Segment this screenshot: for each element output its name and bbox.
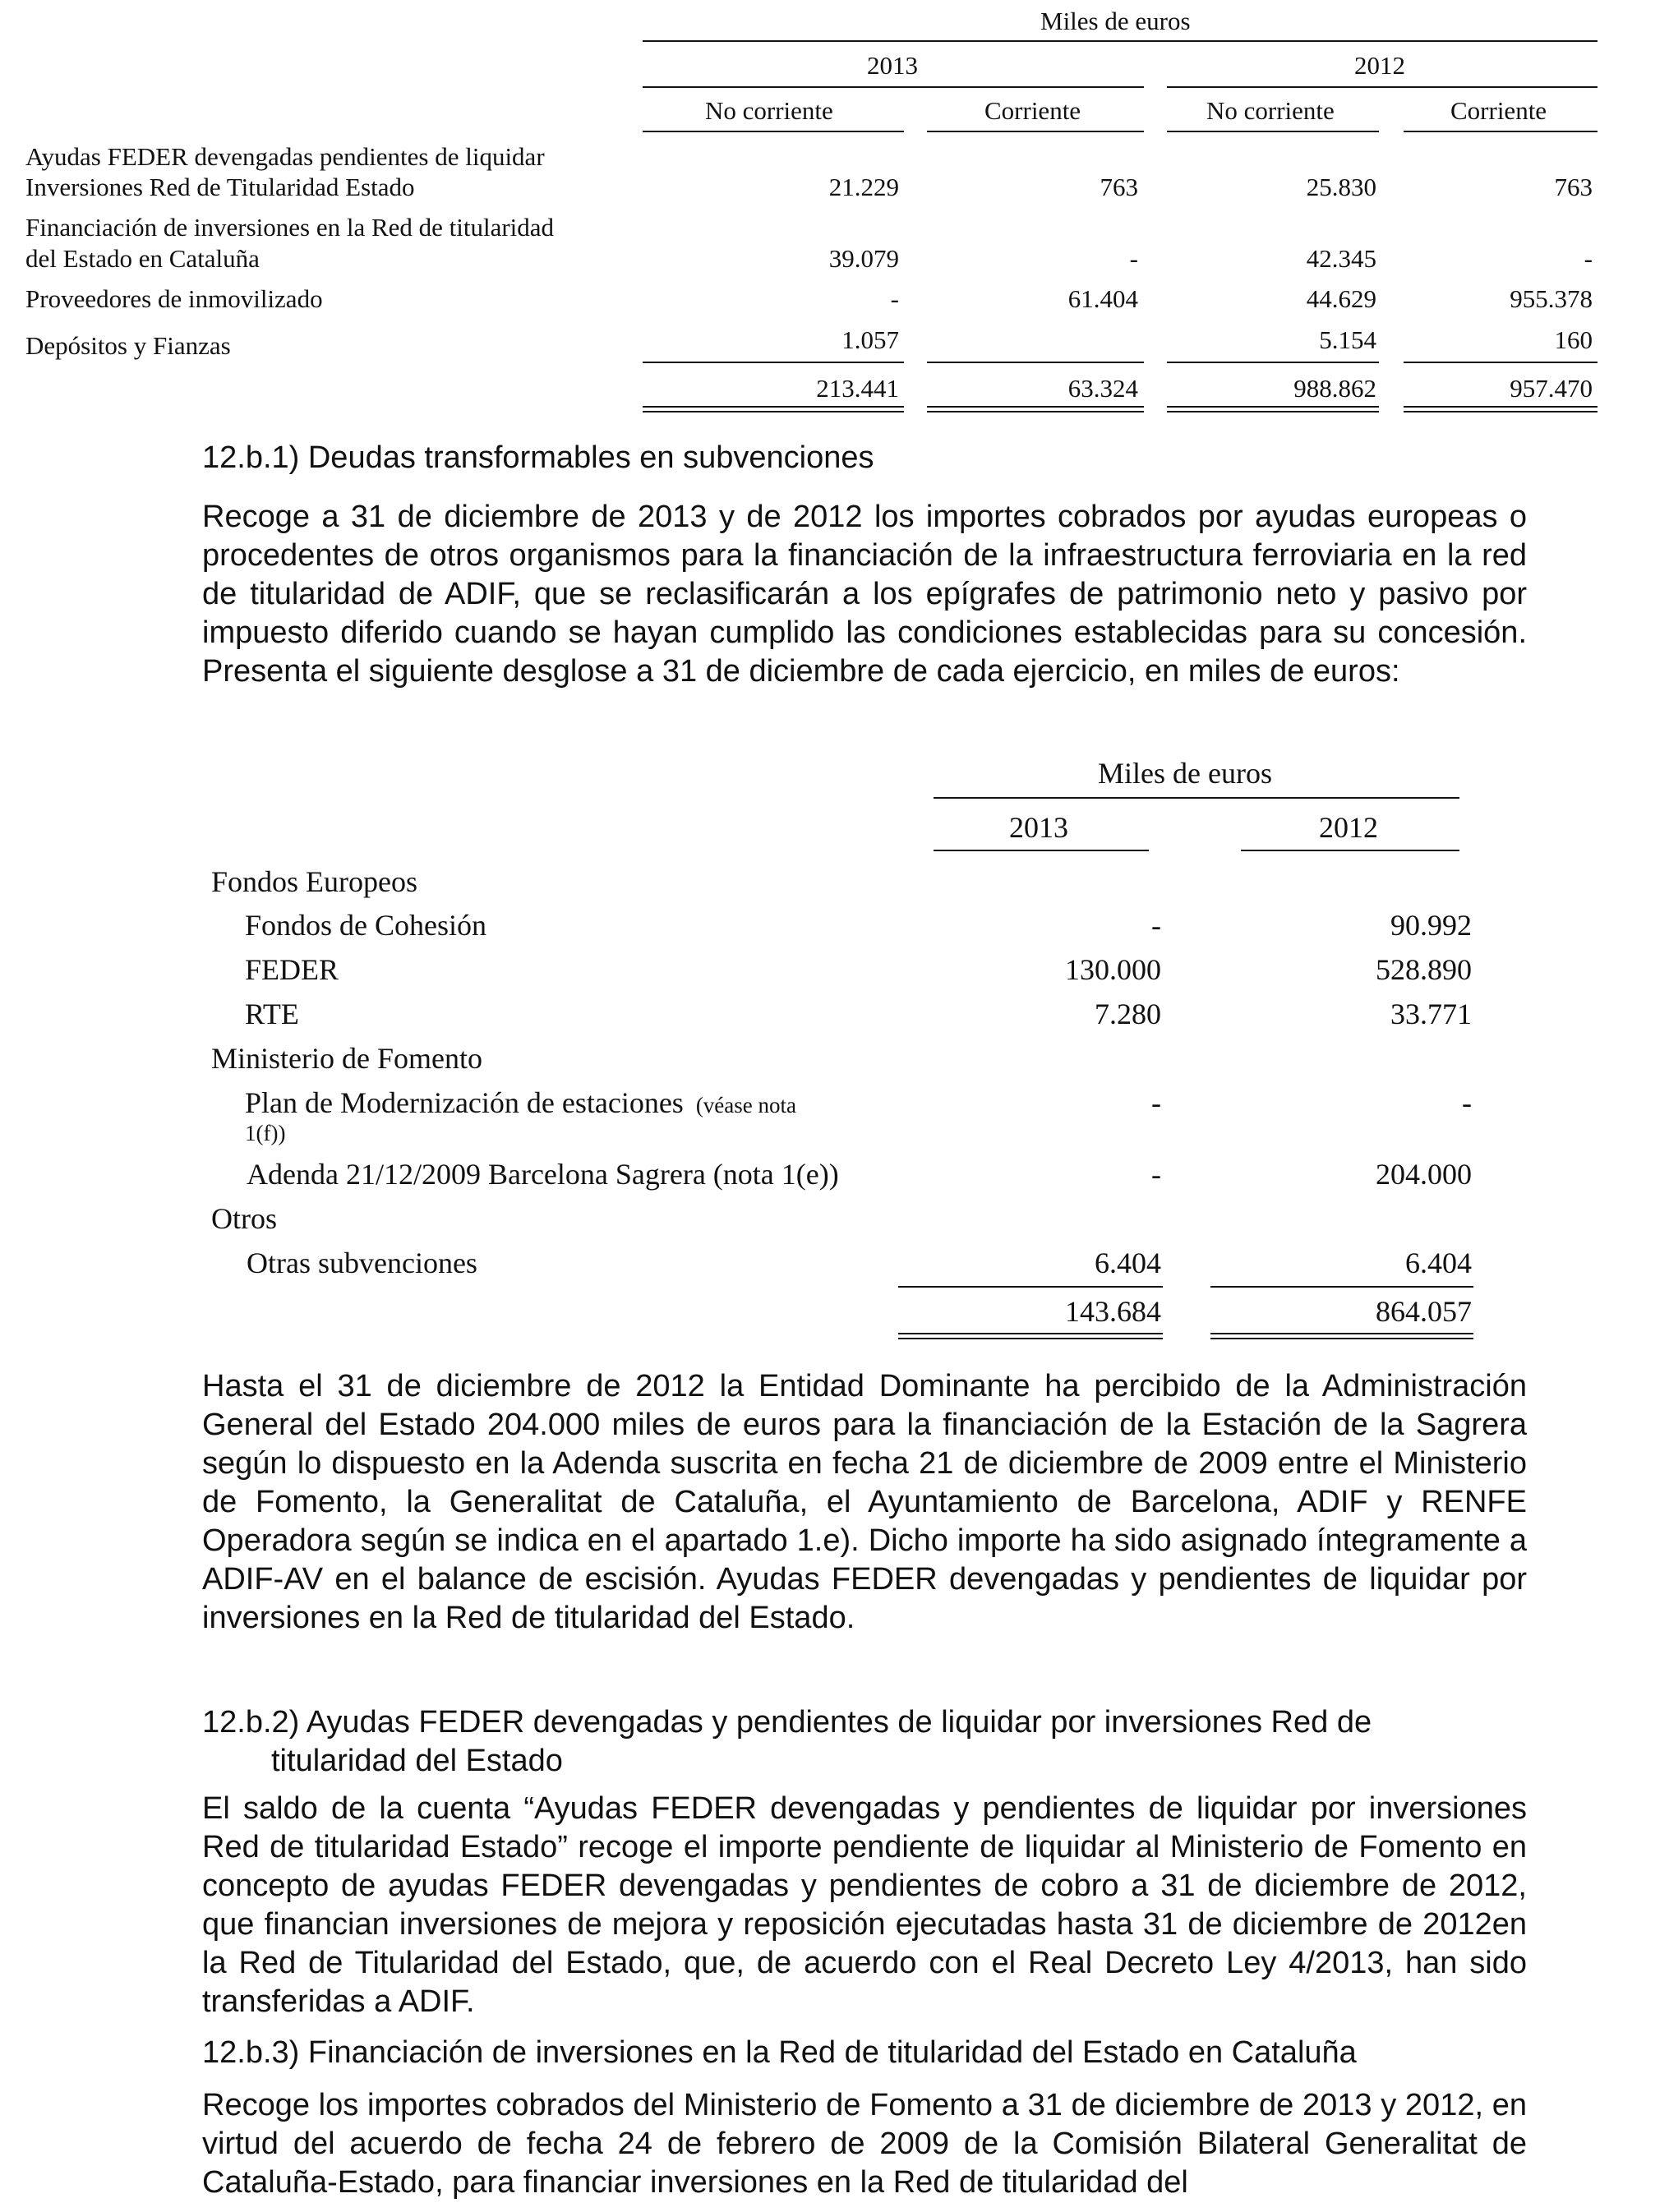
table1-unit-header: Miles de euros: [1040, 7, 1191, 35]
cell-value: 33.771: [1390, 998, 1472, 1030]
divider: [643, 362, 904, 363]
divider: [927, 131, 1144, 132]
cell-value: 763: [1554, 173, 1593, 201]
row-note: (véase nota: [695, 1093, 796, 1118]
cell-value: 61.404: [1067, 284, 1138, 313]
row-label: Fondos de Cohesión: [245, 909, 487, 942]
group-label: Otros: [211, 1202, 277, 1235]
cell-value: 25.830: [1306, 173, 1376, 201]
section-heading-12b1: 12.b.1) Deudas transformables en subvenciones: [202, 440, 874, 475]
double-underline: [1404, 406, 1598, 412]
double-underline: [1167, 406, 1379, 412]
cell-value: 528.890: [1376, 953, 1472, 986]
cell-value: 7.280: [1095, 998, 1161, 1030]
divider: [934, 850, 1149, 851]
cell-value: 6.404: [1095, 1247, 1161, 1279]
divider: [1404, 131, 1598, 132]
row-label: Otras subvenciones: [247, 1247, 477, 1279]
table2-year-2012: 2012: [1319, 811, 1378, 844]
cell-value: 204.000: [1376, 1158, 1472, 1191]
double-underline: [1210, 1333, 1473, 1339]
cell-value: 130.000: [1065, 953, 1161, 986]
total-value: 864.057: [1376, 1295, 1472, 1328]
row-label: Proveedores de inmovilizado: [25, 284, 323, 313]
cell-value: -: [1151, 909, 1161, 942]
row-label: RTE: [245, 998, 299, 1030]
row-label: [245, 1085, 796, 1120]
paragraph-12b3: Recoge los importes cobrados del Ministerio de Fomento a 31 de diciembre de 2013 y 2012, en virtud del acuerdo de fecha 24 de febrero de 2009 de la Comisión Bilateral Generalitat de Cataluña-Estado, para financiar inversiones en la Red de titularidad del: [202, 2088, 1527, 2200]
divider: [1167, 362, 1379, 363]
divider: [898, 1286, 1163, 1288]
cell-value: 763: [1100, 173, 1138, 201]
section-heading-12b2-line1: 12.b.2) Ayudas FEDER devengadas y pendientes de liquidar por inversiones Red de: [202, 1705, 1372, 1740]
row-label: Ayudas FEDER devengadas pendientes de liquidar: [25, 142, 545, 171]
cell-value: 21.229: [828, 173, 899, 201]
row-label: Financiación de inversiones en la Red de titularidad: [25, 213, 555, 242]
cell-value: 90.992: [1390, 909, 1472, 942]
cell-value: 5.154: [1319, 325, 1376, 354]
table1-year-2013: 2013: [867, 51, 918, 80]
cell-value: -: [1584, 244, 1593, 273]
cell-value: -: [1462, 1086, 1472, 1119]
table1-col-header: Corriente: [1450, 96, 1547, 125]
cell-value: 42.345: [1306, 244, 1376, 273]
divider: [1241, 850, 1459, 851]
group-label: Fondos Europeos: [211, 865, 417, 898]
row-label: Adenda 21/12/2009 Barcelona Sagrera (nota 1(e)): [247, 1158, 839, 1191]
total-value: 143.684: [1065, 1295, 1161, 1328]
cell-value: 6.404: [1405, 1247, 1472, 1279]
cell-value: -: [1129, 244, 1138, 273]
cell-value: 955.378: [1510, 284, 1593, 313]
row-label: FEDER: [245, 953, 339, 986]
section-heading-12b3: 12.b.3) Financiación de inversiones en la Red de titularidad del Estado en Cataluña: [202, 2035, 1357, 2070]
divider: [934, 797, 1459, 799]
divider: [1167, 86, 1598, 88]
divider: [643, 40, 1598, 42]
table2-unit-header: Miles de euros: [1098, 757, 1272, 790]
cell-value: -: [1151, 1158, 1161, 1191]
row-label: Depósitos y Fianzas: [25, 331, 231, 360]
row-label: del Estado en Cataluña: [25, 244, 260, 273]
total-value: 988.862: [1293, 374, 1376, 403]
row-label-text: Plan de Modernización de estaciones: [245, 1086, 684, 1119]
group-label: Ministerio de Fomento: [211, 1042, 482, 1075]
divider: [1167, 131, 1379, 132]
table1-year-2012: 2012: [1354, 51, 1405, 80]
divider: [1404, 362, 1598, 363]
divider: [643, 131, 904, 132]
divider: [927, 362, 1144, 363]
divider: [1210, 1286, 1473, 1288]
table1-col-header: No corriente: [705, 96, 833, 125]
total-value: 213.441: [816, 374, 899, 403]
row-note: 1(f)): [245, 1121, 286, 1145]
cell-value: -: [890, 284, 899, 313]
section-heading-12b2: [202, 1703, 1527, 1781]
cell-value: -: [1151, 1086, 1161, 1119]
table1-col-header: No corriente: [1206, 96, 1335, 125]
double-underline: [898, 1333, 1163, 1339]
cell-value: 160: [1554, 325, 1593, 354]
paragraph-12b1: Recoge a 31 de diciembre de 2013 y de 2012 los importes cobrados por ayudas europeas o procedentes de otros organismos para la financiación de la infraestructura ferroviaria en la red de titularidad de ADIF, que se reclasificarán a los epígrafes de patrimonio neto y pasivo por impuesto diferido cuando se hayan cumplido las condiciones establecidas para su concesión. Presenta el siguiente desglose a 31 de diciembre de cada ejercicio, en miles de euros:: [202, 500, 1527, 689]
table1-col-header: Corriente: [984, 96, 1081, 125]
cell-value: 1.057: [841, 325, 899, 354]
double-underline: [643, 406, 904, 412]
cell-value: 39.079: [828, 244, 899, 273]
section-heading-12b2-line2: titularidad del Estado: [271, 1744, 563, 1778]
paragraph-sagrera: Hasta el 31 de diciembre de 2012 la Entidad Dominante ha percibido de la Administración General del Estado 204.000 miles de euros para la financiación de la Estación de la Sagrera según lo dispuesto en la Adenda suscrita en fecha 21 de diciembre de 2009 entre el Ministerio de Fomento, la Generalitat de Cataluña, el Ayuntamiento de Barcelona, ADIF y RENFE Operadora según se indica en el apartado 1.e). Dicho importe ha sido asignado íntegramente a ADIF-AV en el balance de escisión. Ayudas FEDER devengadas y pendientes de liquidar por inversiones en la Red de titularidad del Estado.: [202, 1369, 1527, 1635]
divider: [643, 86, 1144, 88]
row-label: Inversiones Red de Titularidad Estado: [25, 173, 415, 201]
table2-year-2013: 2013: [1009, 811, 1068, 844]
total-value: 63.324: [1067, 374, 1138, 403]
cell-value: 44.629: [1306, 284, 1376, 313]
double-underline: [927, 406, 1144, 412]
paragraph-12b2: El saldo de la cuenta “Ayudas FEDER devengadas y pendientes de liquidar por inversiones Red de titularidad Estado” recoge el importe pendiente de liquidar al Ministerio de Fomento en concepto de ayudas FEDER devengadas y pendientes de cobro a 31 de diciembre de 2012, que financian inversiones de mejora y reposición ejecutadas hasta 31 de diciembre de 2012en la Red de Titularidad del Estado, que, de acuerdo con el Real Decreto Ley 4/2013, han sido transferidas a ADIF.: [202, 1791, 1527, 2019]
total-value: 957.470: [1510, 374, 1593, 403]
